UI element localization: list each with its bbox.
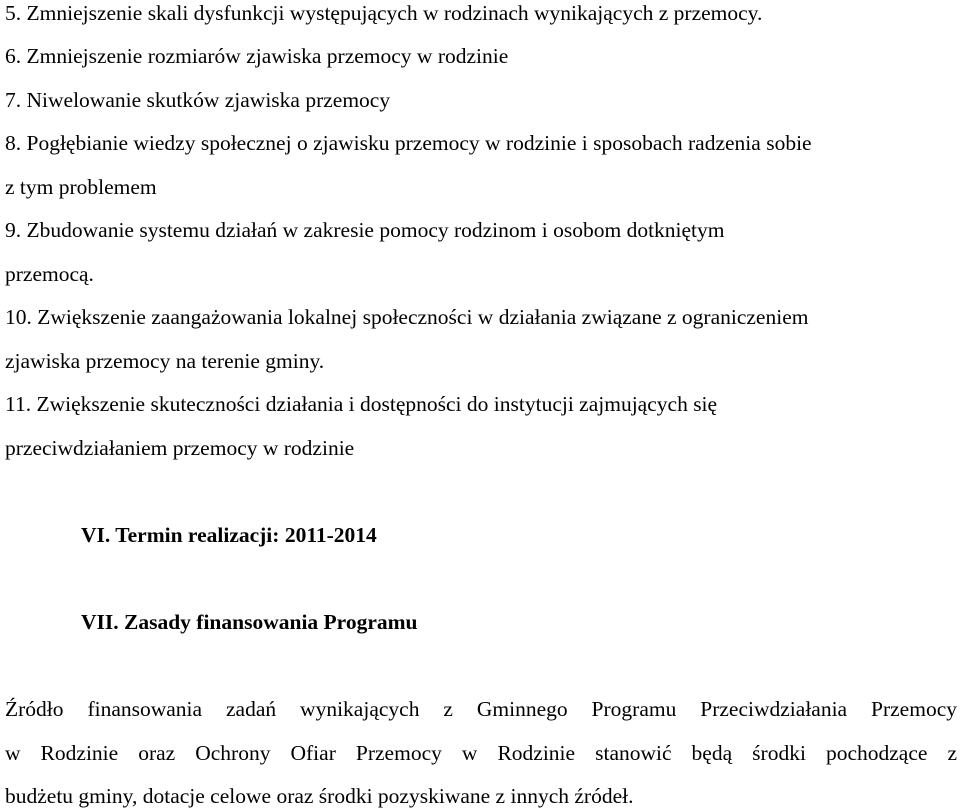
- goal-item-6: 6. Zmniejszenie rozmiarów zjawiska przemocy w rodzinie: [5, 44, 509, 68]
- financing-paragraph-line1: Źródło finansowania zadań wynikających z Gminnego Programu Przeciwdziałania Przemocy: [5, 697, 957, 721]
- section-heading-financing: VII. Zasady finansowania Programu: [81, 610, 418, 634]
- goal-item-10-line2: zjawiska przemocy na terenie gminy.: [5, 349, 325, 373]
- financing-paragraph-line2: w Rodzinie oraz Ochrony Ofiar Przemocy w Rodzinie stanowić będą środki pochodzące z: [5, 741, 957, 765]
- goal-item-7: 7. Niwelowanie skutków zjawiska przemocy: [5, 88, 391, 112]
- goal-item-8-line2: z tym problemem: [5, 175, 157, 199]
- goal-item-11-line2: przeciwdziałaniem przemocy w rodzinie: [5, 436, 355, 460]
- goal-item-9-line1: 9. Zbudowanie systemu działań w zakresie pomocy rodzinom i osobom dotkniętym: [5, 218, 725, 242]
- goal-item-8-line1: 8. Pogłębianie wiedzy społecznej o zjawisku przemocy w rodzinie i sposobach radzenia sobie: [5, 131, 812, 155]
- section-heading-schedule: VI. Termin realizacji: 2011-2014: [81, 523, 377, 547]
- goal-item-11-line1: 11. Zwiększenie skuteczności działania i dostępności do instytucji zajmujących się: [5, 392, 718, 416]
- goal-item-9-line2: przemocą.: [5, 262, 94, 286]
- financing-paragraph-line3: budżetu gminy, dotacje celowe oraz środki pozyskiwane z innych źródeł.: [5, 784, 634, 808]
- goal-item-5: 5. Zmniejszenie skali dysfunkcji występujących w rodzinach wynikających z przemocy.: [5, 1, 763, 25]
- goal-item-10-line1: 10. Zwiększenie zaangażowania lokalnej społeczności w działania związane z ograniczeniem: [5, 305, 809, 329]
